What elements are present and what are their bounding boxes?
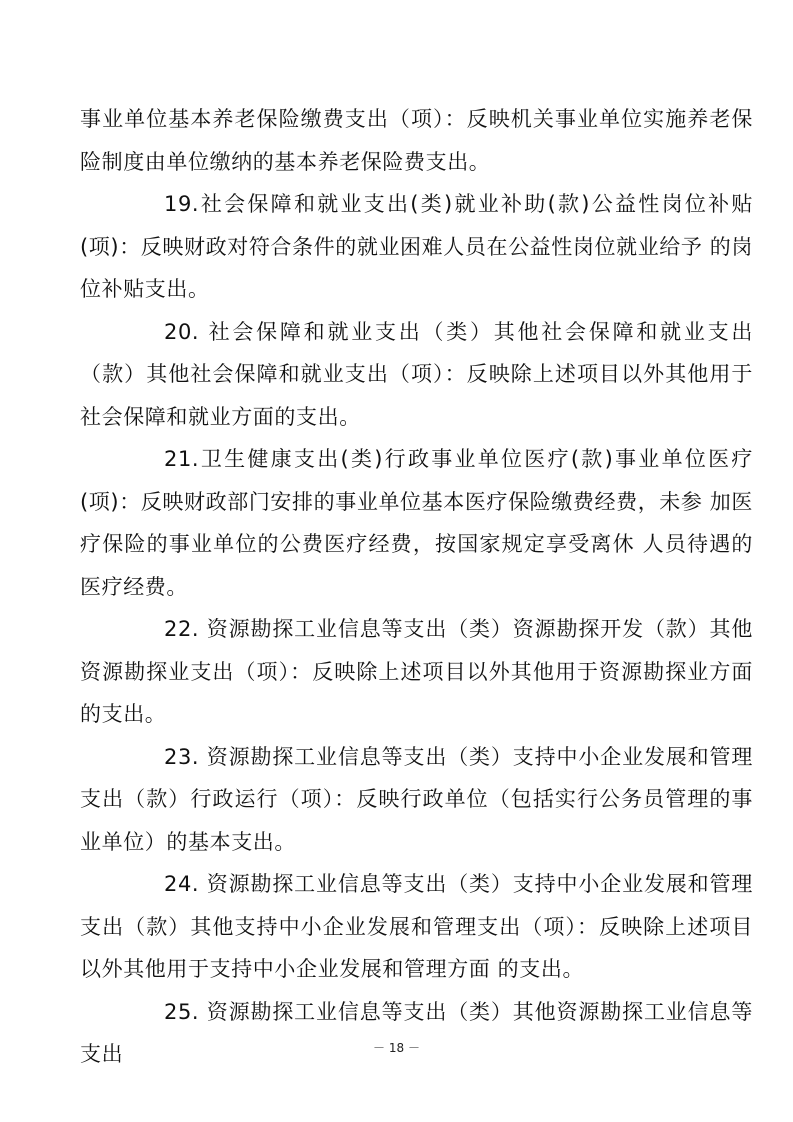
page-number: － 18 － <box>373 1041 420 1055</box>
paragraph-item-19: 19.社会保障和就业支出(类)就业补助(款)公益性岗位补贴(项)：反映财政对符合条件的就业困难人员在公益性岗位就业给予 的岗位补贴支出。 <box>80 192 753 301</box>
paragraph-item-20: 20. 社会保障和就业支出（类）其他社会保障和就业支出（款）其他社会保障和就业支出（项）：反映除上述项目以外其他用于社会保障和就业方面的支出。 <box>80 319 753 429</box>
paragraph-item-23: 23. 资源勘探工业信息等支出（类）支持中小企业发展和管理支出（款）行政运行（项）：反映行政单位（包括实行公务员管理的事业单位）的基本支出。 <box>80 744 753 854</box>
paragraph-item-22: 22. 资源勘探工业信息等支出（类）资源勘探开发（款）其他资源勘探业支出（项）：反映除上述项目以外其他用于资源勘探业方面的支出。 <box>80 617 753 726</box>
paragraph-continuation: 事业单位基本养老保险缴费支出（项）：反映机关事业单位实施养老保险制度由单位缴纳的基本养老保险费支出。 <box>80 107 753 174</box>
paragraph-item-21: 21.卫生健康支出(类)行政事业单位医疗(款)事业单位医疗(项)：反映财政部门安排的事业单位基本医疗保险缴费经费，未参 加医疗保险的事业单位的公费医疗经费，按国家规定享受离休 人员待遇的医疗经费。 <box>80 447 753 599</box>
paragraph-item-24: 24. 资源勘探工业信息等支出（类）支持中小企业发展和管理支出（款）其他支持中小企业发展和管理支出（项）：反映除上述项目以外其他用于支持中小企业发展和管理方面 的支出。 <box>80 872 753 981</box>
paragraph-item-25: 25. 资源勘探工业信息等支出（类）其他资源勘探工业信息等支出 <box>80 999 753 1066</box>
document-body <box>80 98 753 1076</box>
